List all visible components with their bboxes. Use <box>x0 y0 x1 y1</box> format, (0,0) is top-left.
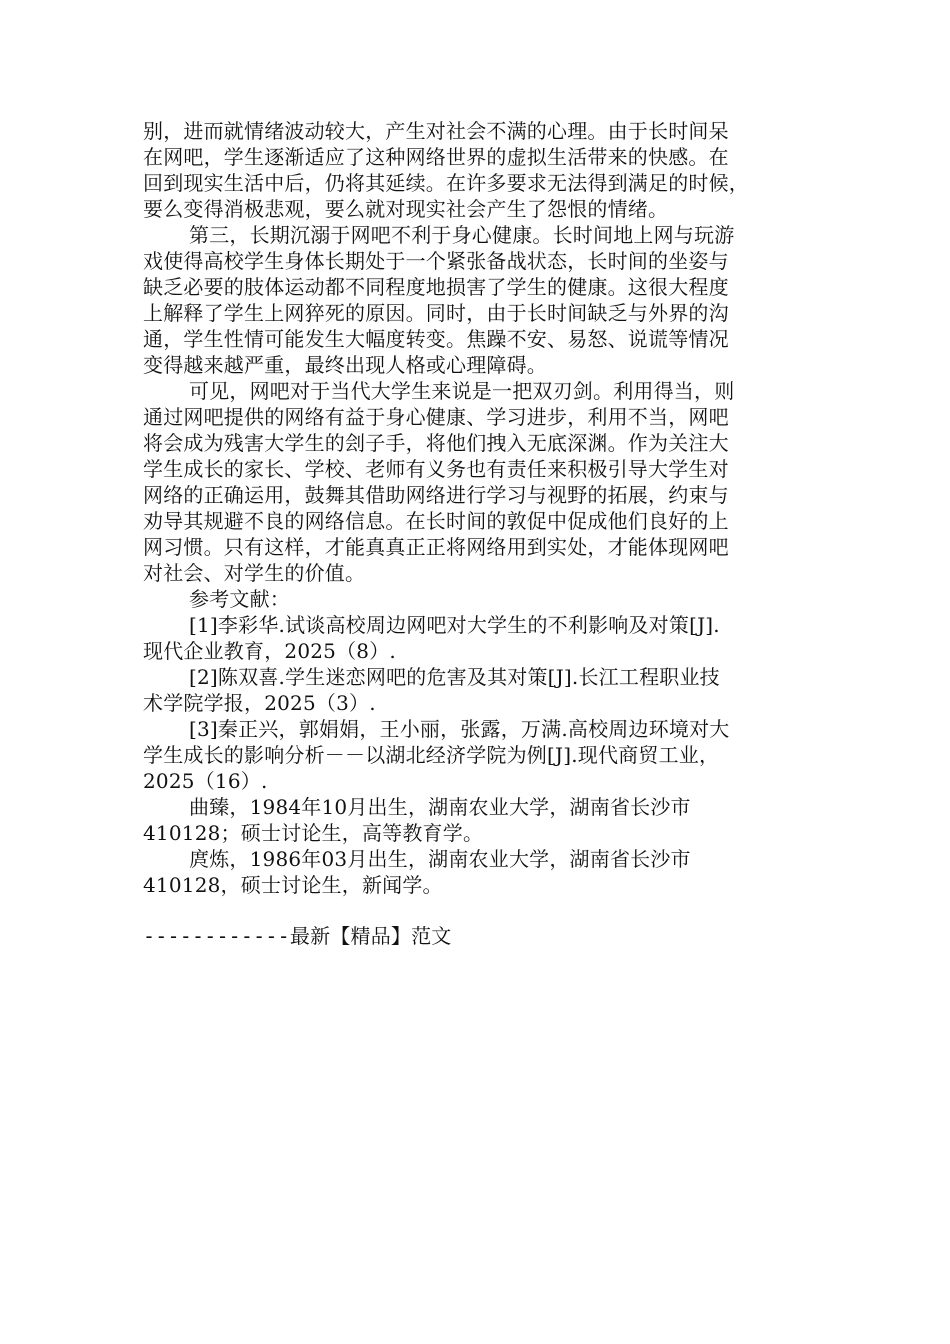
reference-item-continued: 2025（16）. <box>143 769 268 793</box>
author-bio-continued: 410128；硕士讨论生，高等教育学。 <box>143 821 484 845</box>
reference-item-continued: 学生成长的影响分析－－以湖北经济学院为例[J].现代商贸工业， <box>143 743 720 767</box>
text-line: 变得越来越严重，最终出现人格或心理障碍。 <box>143 353 547 377</box>
text-line: 要么变得消极悲观，要么就对现实社会产生了怨恨的情绪。 <box>143 197 669 221</box>
text-line: 戏使得高校学生身体长期处于一个紧张备战状态，长时间的坐姿与 <box>143 249 729 273</box>
text-line: 网络的正确运用，鼓舞其借助网络进行学习与视野的拓展，约束与 <box>143 483 729 507</box>
text-line: 通过网吧提供的网络有益于身心健康、学习进步，利用不当，网吧 <box>143 405 729 429</box>
author-bio: 庹炼，1986年03月出生，湖南农业大学，湖南省长沙市 <box>189 847 691 871</box>
text-line: 对社会、对学生的价值。 <box>143 561 366 585</box>
footer-title: 最新【精品】范文 <box>289 924 452 948</box>
text-line: 缺乏必要的肢体运动都不同程度地损害了学生的健康。这很大程度 <box>143 275 729 299</box>
reference-item: [2]陈双喜.学生迷恋网吧的危害及其对策[J].长江工程职业技 <box>189 665 720 689</box>
text-line: 将会成为残害大学生的刽子手，将他们拽入无底深渊。作为关注大 <box>143 431 729 455</box>
text-line: 网习惯。只有这样，才能真真正正将网络用到实处，才能体现网吧 <box>143 535 729 559</box>
text-line: 别，进而就情绪波动较大，产生对社会不满的心理。由于长时间呆 <box>143 119 729 143</box>
author-bio: 曲臻，1984年10月出生，湖南农业大学，湖南省长沙市 <box>189 795 691 819</box>
text-line: 劝导其规避不良的网络信息。在长时间的敦促中促成他们良好的上 <box>143 509 729 533</box>
reference-item-continued: 术学院学报，2025（3）. <box>143 691 376 715</box>
text-line: 在网吧，学生逐渐适应了这种网络世界的虚拟生活带来的快感。在 <box>143 145 729 169</box>
reference-item-continued: 现代企业教育，2025（8）. <box>143 639 396 663</box>
text-line: 回到现实生活中后，仍将其延续。在许多要求无法得到满足的时候， <box>143 171 749 195</box>
text-line: 上解释了学生上网猝死的原因。同时，由于长时间缺乏与外界的沟 <box>143 301 729 325</box>
text-line: 通，学生性情可能发生大幅度转变。焦躁不安、易怒、说谎等情况 <box>143 327 729 351</box>
text-line: 学生成长的家长、学校、老师有义务也有责任来积极引导大学生对 <box>143 457 729 481</box>
reference-item: [3]秦正兴，郭娟娟，王小丽，张露，万满.高校周边环境对大 <box>189 717 730 741</box>
document-body <box>143 118 798 898</box>
paragraph-start-line: 第三，长期沉溺于网吧不利于身心健康。长时间地上网与玩游 <box>189 223 735 247</box>
author-bio-continued: 410128，硕士讨论生，新闻学。 <box>143 873 443 897</box>
footer-dashes: ------------ <box>143 924 290 948</box>
references-heading: 参考文献： <box>189 587 290 611</box>
reference-item: [1]李彩华.试谈高校周边网吧对大学生的不利影响及对策[J]. <box>189 613 720 637</box>
paragraph-start-line: 可见，网吧对于当代大学生来说是一把双刃剑。利用得当，则 <box>189 379 735 403</box>
page-footer <box>143 923 452 949</box>
